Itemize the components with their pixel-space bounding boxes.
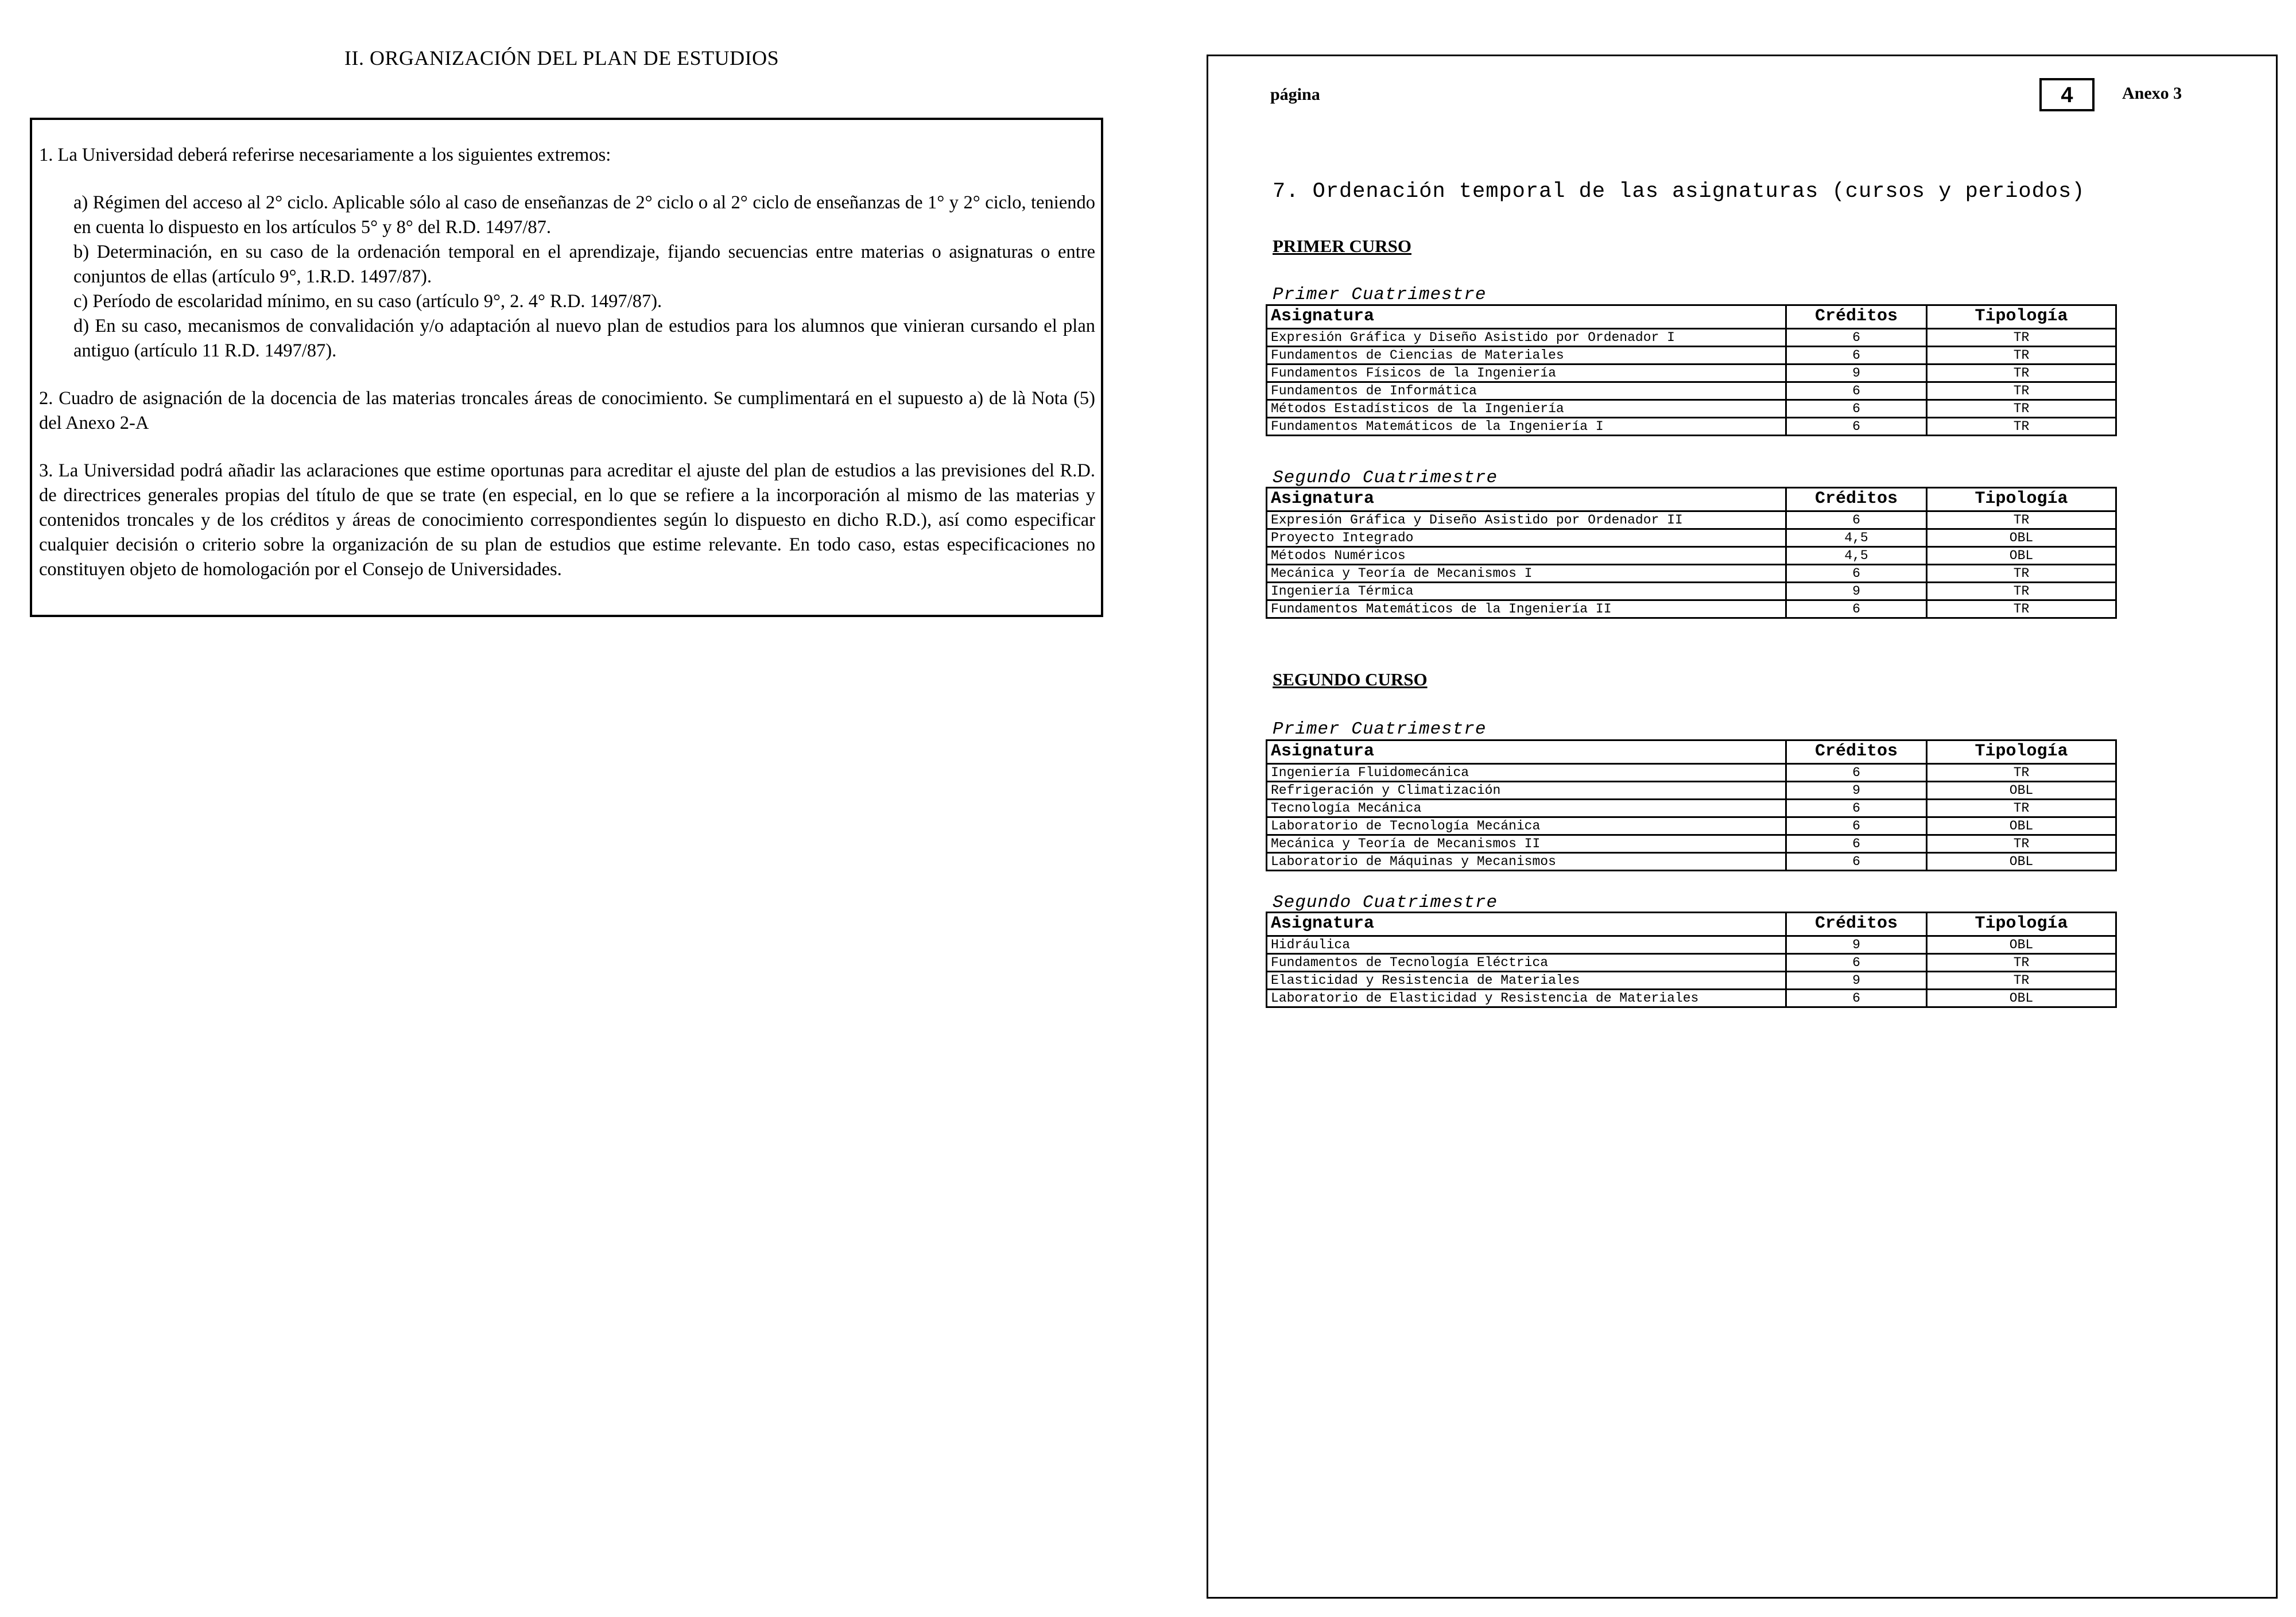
subject-name: Fundamentos Matemáticos de la Ingeniería II: [1267, 600, 1786, 618]
subject-name: Expresión Gráfica y Diseño Asistido por Ordenador I: [1267, 329, 1786, 347]
subject-type: OBL: [1927, 990, 2116, 1007]
subject-credits: 6: [1786, 990, 1927, 1007]
header-subject: Asignatura: [1267, 488, 1786, 511]
subject-type: OBL: [1927, 782, 2116, 800]
subject-name: Expresión Gráfica y Diseño Asistido por Ordenador II: [1267, 511, 1786, 529]
header-subject: Asignatura: [1267, 305, 1786, 329]
subject-credits: 4,5: [1786, 529, 1927, 547]
subject-type: TR: [1927, 364, 2116, 382]
subject-credits: 6: [1786, 835, 1927, 853]
subject-name: Laboratorio de Máquinas y Mecanismos: [1267, 853, 1786, 871]
table-row: [1267, 817, 2116, 835]
subject-credits: 6: [1786, 400, 1927, 418]
subject-name: Laboratorio de Tecnología Mecánica: [1267, 817, 1786, 835]
subject-credits: 6: [1786, 600, 1927, 618]
subject-credits: 6: [1786, 347, 1927, 364]
table-header-row: [1267, 488, 2116, 511]
instruction-item-b: b) Determinación, en su caso de la ordenación temporal en el aprendizaje, fijando secuencias entre materias o asignaturas o entre conjuntos de ellas (artículo 9°, 1.R.D. 1497/87).: [73, 242, 1095, 287]
subject-type: TR: [1927, 583, 2116, 600]
table-header-row: [1267, 913, 2116, 936]
instruction-point-3: 3. La Universidad podrá añadir las aclaraciones que estime oportunas para acreditar el ajuste del plan de estudios a las previsiones del R.D. de directrices generales propias del título de que se trate (en especial, en lo que se refiere a la incorporación al mismo de las materias y contenidos troncales y de los créditos y áreas de conocimiento correspondientes según lo dispuesto en dicho R.D.), así como especificar cualquier decisión o criterio sobre la organización de su plan de estudios que estime relevante. En todo caso, estas especificaciones no constituyen objeto de homologación por el Consejo de Universidades.: [39, 460, 1095, 580]
subject-credits: 6: [1786, 954, 1927, 972]
right-page: [1207, 55, 2278, 1599]
subject-type: TR: [1927, 329, 2116, 347]
table-row: [1267, 382, 2116, 400]
header-type: Tipología: [1927, 740, 2116, 764]
subject-name: Métodos Estadísticos de la Ingeniería: [1267, 400, 1786, 418]
subject-name: Ingeniería Fluidomecánica: [1267, 764, 1786, 782]
subject-credits: 6: [1786, 764, 1927, 782]
course-heading: PRIMER CURSO: [1273, 236, 1411, 256]
header-subject: Asignatura: [1267, 740, 1786, 764]
subject-name: Métodos Numéricos: [1267, 547, 1786, 565]
table-row: [1267, 936, 2116, 954]
subjects-table: [1266, 487, 2117, 619]
instruction-item-d: d) En su caso, mecanismos de convalidación y/o adaptación al nuevo plan de estudios para los alumnos que vinieran cursando el plan antiguo (artículo 11 R.D. 1497/87).: [73, 316, 1095, 361]
table-header-row: [1267, 305, 2116, 329]
instructions-intro: 1. La Universidad deberá referirse necesariamente a los siguientes extremos:: [39, 145, 611, 165]
subject-name: Mecánica y Teoría de Mecanismos I: [1267, 565, 1786, 583]
subject-credits: 9: [1786, 972, 1927, 990]
subject-credits: 6: [1786, 511, 1927, 529]
left-page-title: II. ORGANIZACIÓN DEL PLAN DE ESTUDIOS: [344, 46, 779, 69]
instructions-box: [30, 118, 1103, 617]
table-row: [1267, 972, 2116, 990]
header-credits: Créditos: [1786, 305, 1927, 329]
instruction-point-2: 2. Cuadro de asignación de la docencia de las materias troncales áreas de conocimiento. Se cumplimentará en el supuesto a) de là Nota (5) del Anexo 2-A: [39, 388, 1095, 433]
subject-credits: 6: [1786, 817, 1927, 835]
table-header-row: [1267, 740, 2116, 764]
table-row: [1267, 418, 2116, 436]
subjects-table: [1266, 304, 2117, 436]
subject-name: Fundamentos Físicos de la Ingeniería: [1267, 364, 1786, 382]
subject-type: TR: [1927, 382, 2116, 400]
subject-credits: 6: [1786, 565, 1927, 583]
subject-name: Fundamentos Matemáticos de la Ingeniería I: [1267, 418, 1786, 436]
table-row: [1267, 800, 2116, 817]
subject-type: TR: [1927, 565, 2116, 583]
subject-type: TR: [1927, 954, 2116, 972]
subject-name: Fundamentos de Informática: [1267, 382, 1786, 400]
subject-credits: 6: [1786, 382, 1927, 400]
subject-type: OBL: [1927, 817, 2116, 835]
subject-type: TR: [1927, 972, 2116, 990]
table-row: [1267, 565, 2116, 583]
subject-credits: 9: [1786, 936, 1927, 954]
subject-type: TR: [1927, 600, 2116, 618]
table-row: [1267, 511, 2116, 529]
instruction-item-a: a) Régimen del acceso al 2° ciclo. Aplicable sólo al caso de enseñanzas de 2° ciclo o al 2° ciclo de enseñanzas de 1° y 2° ciclo, teniendo en cuenta lo dispuesto en los artículos 5° y 8° del R.D. 1497/87.: [73, 192, 1095, 238]
subject-type: OBL: [1927, 529, 2116, 547]
table-row: [1267, 364, 2116, 382]
subject-credits: 9: [1786, 583, 1927, 600]
header-credits: Créditos: [1786, 740, 1927, 764]
subject-credits: 6: [1786, 800, 1927, 817]
table-row: [1267, 954, 2116, 972]
subject-type: TR: [1927, 511, 2116, 529]
subject-type: OBL: [1927, 547, 2116, 565]
instruction-item-c: c) Período de escolaridad mínimo, en su caso (artículo 9°, 2. 4° R.D. 1497/87).: [73, 291, 662, 312]
semester-label: Segundo Cuatrimestre: [1273, 468, 1498, 488]
table-row: [1267, 782, 2116, 800]
table-row: [1267, 547, 2116, 565]
subject-name: Proyecto Integrado: [1267, 529, 1786, 547]
subject-type: TR: [1927, 347, 2116, 364]
semester-label: Segundo Cuatrimestre: [1273, 893, 1498, 913]
subject-type: TR: [1927, 418, 2116, 436]
subject-type: TR: [1927, 400, 2116, 418]
subject-name: Laboratorio de Elasticidad y Resistencia de Materiales: [1267, 990, 1786, 1007]
subject-type: OBL: [1927, 853, 2116, 871]
subject-name: Ingeniería Térmica: [1267, 583, 1786, 600]
table-row: [1267, 764, 2116, 782]
subject-credits: 4,5: [1786, 547, 1927, 565]
semester-label: Primer Cuatrimestre: [1273, 285, 1487, 305]
annex-label: Anexo 3: [2122, 84, 2182, 103]
table-row: [1267, 583, 2116, 600]
page-number: 4: [2039, 78, 2095, 111]
table-row: [1267, 347, 2116, 364]
table-row: [1267, 600, 2116, 618]
subject-name: Elasticidad y Resistencia de Materiales: [1267, 972, 1786, 990]
subject-type: OBL: [1927, 936, 2116, 954]
subject-name: Mecánica y Teoría de Mecanismos II: [1267, 835, 1786, 853]
header-credits: Créditos: [1786, 913, 1927, 936]
subject-credits: 9: [1786, 782, 1927, 800]
subject-name: Tecnología Mecánica: [1267, 800, 1786, 817]
semester-label: Primer Cuatrimestre: [1273, 719, 1487, 739]
subject-type: TR: [1927, 800, 2116, 817]
table-row: [1267, 835, 2116, 853]
subject-credits: 9: [1786, 364, 1927, 382]
header-type: Tipología: [1927, 305, 2116, 329]
subjects-table: [1266, 912, 2117, 1008]
table-row: [1267, 329, 2116, 347]
subject-type: TR: [1927, 835, 2116, 853]
subject-name: Refrigeración y Climatización: [1267, 782, 1786, 800]
subject-name: Hidráulica: [1267, 936, 1786, 954]
subject-credits: 6: [1786, 329, 1927, 347]
table-row: [1267, 529, 2116, 547]
subject-credits: 6: [1786, 418, 1927, 436]
subject-name: Fundamentos de Tecnología Eléctrica: [1267, 954, 1786, 972]
course-heading: SEGUNDO CURSO: [1273, 669, 1428, 689]
header-subject: Asignatura: [1267, 913, 1786, 936]
page-label: página: [1270, 85, 1320, 104]
subjects-table: [1266, 739, 2117, 871]
header-credits: Créditos: [1786, 488, 1927, 511]
table-row: [1267, 990, 2116, 1007]
subject-name: Fundamentos de Ciencias de Materiales: [1267, 347, 1786, 364]
header-type: Tipología: [1927, 913, 2116, 936]
subject-type: TR: [1927, 764, 2116, 782]
section-title: 7. Ordenación temporal de las asignaturas (cursos y periodos): [1273, 180, 2085, 204]
table-row: [1267, 853, 2116, 871]
header-type: Tipología: [1927, 488, 2116, 511]
table-row: [1267, 400, 2116, 418]
subject-credits: 6: [1786, 853, 1927, 871]
